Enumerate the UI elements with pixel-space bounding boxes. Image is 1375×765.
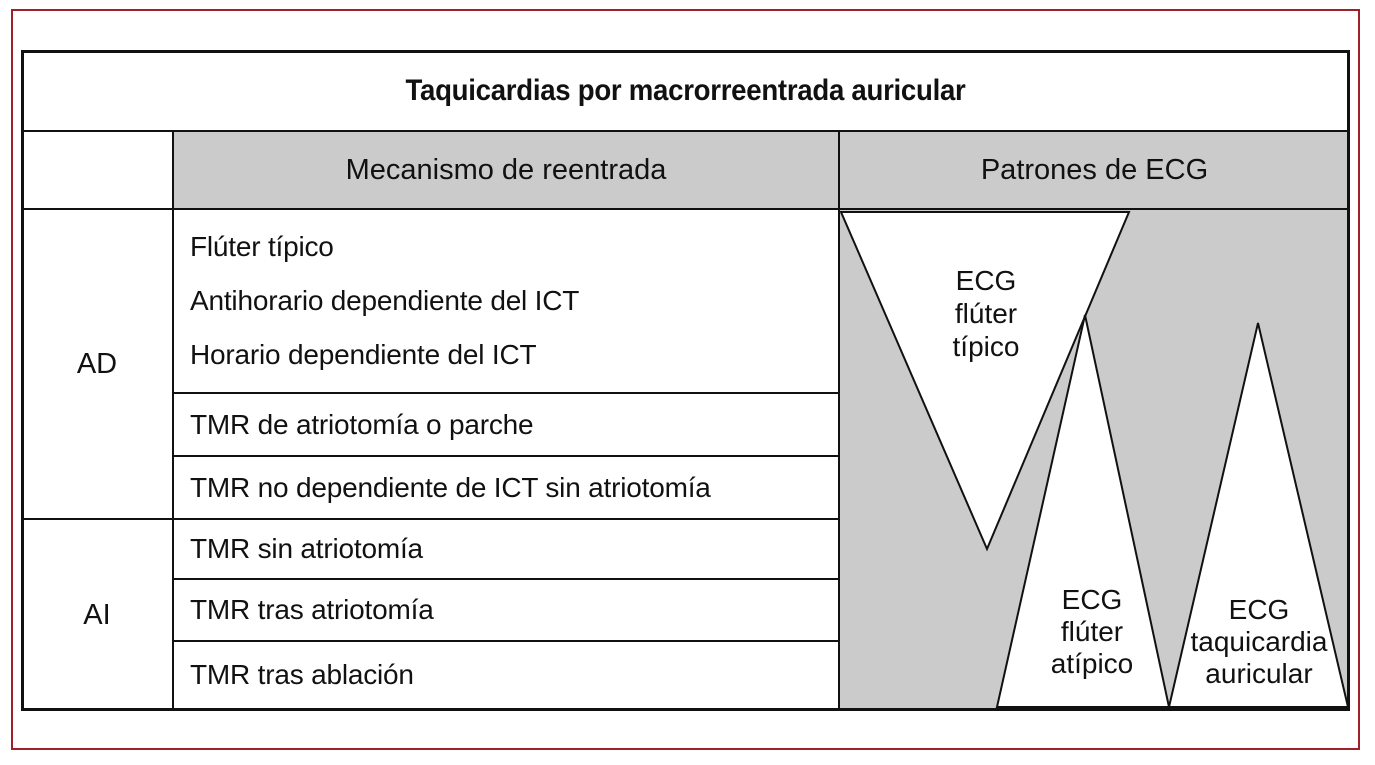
ad-typical-flutter-cell [173,210,839,392]
row-sin-atriotomia: TMR sin atriotomía [190,533,423,564]
row-divider [173,640,839,642]
group-label-ai: AI [83,599,111,631]
group-label-ad: AD [76,348,118,380]
ecg-tachy-label-2: taquicardia [1190,626,1328,657]
ecg-typical-label-1: ECG [955,265,1017,296]
ecg-typical-label-2: flúter [954,298,1018,329]
ecg-atypical-label-1: ECG [1061,584,1123,615]
row-no-dependiente: TMR no dependiente de ICT sin atriotomía [190,471,711,503]
ecg-typical-label-3: típico [952,331,1020,362]
side-column-divider [172,130,174,711]
ecg-atypical-label-3: atípico [1050,648,1134,679]
ecg-tachy-label-1: ECG [1228,594,1290,625]
ecg-column-divider [838,130,840,711]
row-divider [173,455,839,457]
ecg-atypical-label-2: flúter [1060,616,1124,647]
ecg-patterns-diagram [839,210,1350,711]
group-divider [21,518,839,520]
title-divider [21,130,1350,132]
header-blank-cell [21,131,173,209]
header-mechanism: Mecanismo de reentrada [173,131,839,209]
row-horario: Horario dependiente del ICT [190,339,537,370]
row-divider [173,392,839,394]
row-tras-ablacion: TMR tras ablación [190,659,414,690]
ecg-tachy-label-3: auricular [1205,658,1313,689]
header-ecg-patterns: Patrones de ECG [839,131,1350,209]
row-divider [173,578,839,580]
header-divider [21,208,1350,210]
table-title: Taquicardias por macrorreentrada auricular [405,73,966,107]
mechanism-table [21,50,1350,711]
row-flutter-tipico: Flúter típico [190,231,334,262]
row-tras-atriotomia: TMR tras atriotomía [190,594,434,625]
row-antihorario: Antihorario dependiente del ICT [190,285,580,316]
row-atriotomia-parche: TMR de atriotomía o parche [190,408,534,440]
